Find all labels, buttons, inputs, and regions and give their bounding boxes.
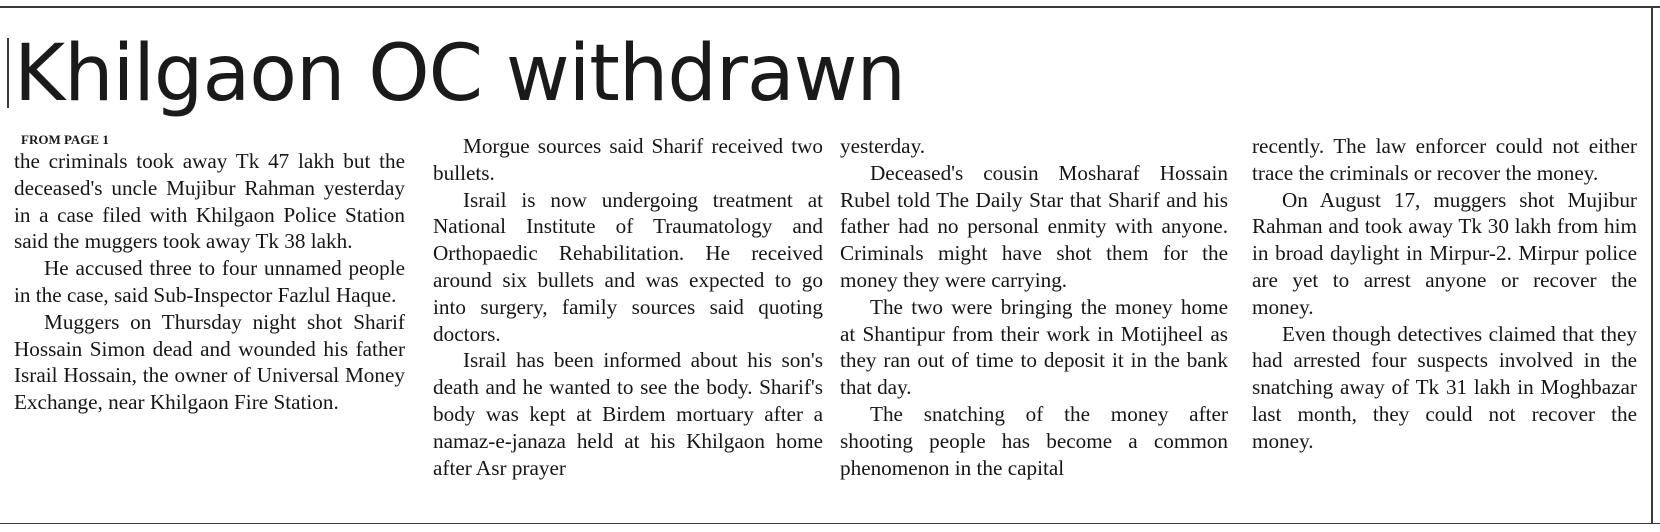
paragraph: the criminals took away Tk 47 lakh but the deceased's uncle Mujibur Rahman yesterday in a case filed with Khilgaon Police Station said the muggers took away Tk 38 lakh. [14, 149, 405, 254]
paragraph: He accused three to four unnamed people in the case, said Sub-Inspector Fazlul Haque. [14, 256, 405, 307]
paragraph: Israil has been informed about his son's death and he wanted to see the body. Sharif's body was kept at Birdem mortuary after a namaz-e-janaza held at his Khilgaon home after Asr prayer [433, 348, 823, 480]
article-column-3 [840, 133, 1228, 481]
paragraph: On August 17, muggers shot Mujibur Rahman and took away Tk 30 lakh from him in broad daylight in Mirpur-2. Mirpur police are yet to arrest anyone or recover the money. [1252, 187, 1637, 319]
paragraph: The snatching of the money after shooting people has become a common phenomenon in the capital [840, 401, 1228, 480]
bottom-border-rule [0, 523, 1660, 524]
dateline: FROM PAGE 1 [21, 132, 109, 147]
paragraph: Israil is now undergoing treatment at National Institute of Traumatology and Orthopaedic Rehabilitation. He received around six bullets and was expected to go into surgery, family sources said quoting doctors. [433, 187, 823, 346]
paragraph: recently. The law enforcer could not either trace the criminals or recover the money. [1252, 134, 1637, 185]
article-column-1 [14, 148, 405, 416]
top-border-rule [0, 6, 1660, 8]
paragraph: yesterday. [840, 134, 926, 158]
paragraph: Even though detectives claimed that they had arrested four suspects involved in the snatching away of Tk 31 lakh in Moghbazar last month, they could not recover the money. [1252, 321, 1637, 453]
paragraph: The two were bringing the money home at Shantipur from their work in Motijheel as they ran out of time to deposit it in the bank that day. [840, 294, 1228, 400]
left-border-rule [7, 38, 9, 108]
right-border-rule [1651, 6, 1653, 523]
article-column-4 [1252, 133, 1637, 455]
paragraph: Muggers on Thursday night shot Sharif Hossain Simon dead and wounded his father Israil Hossain, the owner of Universal Money Exchange, near Khilgaon Fire Station. [14, 309, 405, 415]
paragraph: Morgue sources said Sharif received two bullets. [433, 134, 823, 185]
headline: Khilgaon OC withdrawn [14, 29, 905, 119]
paragraph: Deceased's cousin Mosharaf Hossain Rubel told The Daily Star that Sharif and his father had no personal enmity with anyone. Criminals might have shot them for the money they were carrying. [840, 160, 1228, 292]
article-column-2 [433, 133, 823, 481]
